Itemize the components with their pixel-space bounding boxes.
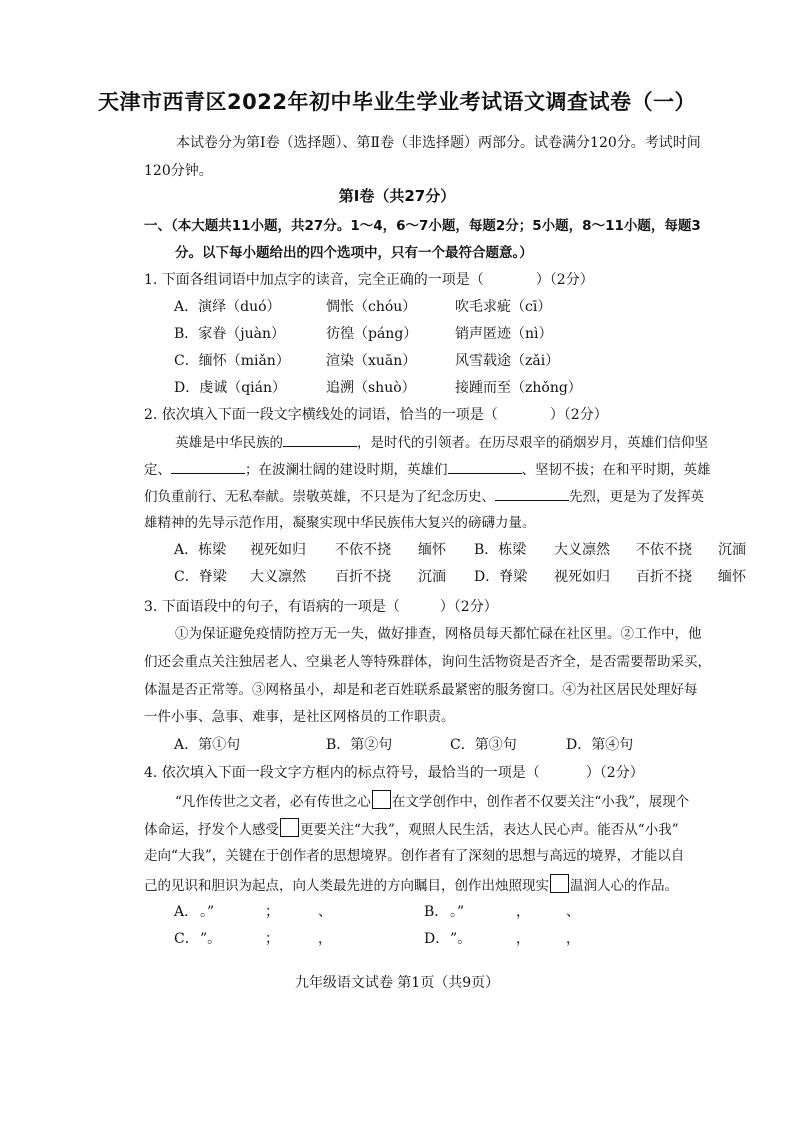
q2-option: 视死如归: [250, 542, 306, 558]
q3-passage-line-1: ①为保证避免疫情防控万无一失，做好排查，网格员每天都忙碌在社区里。②工作中，他: [175, 626, 702, 642]
q1-option: D．虔诚（qián）: [174, 380, 287, 396]
q2-option: 缅怀: [418, 542, 446, 558]
page-footer: 九年级语文试卷 第1页（共9页）: [294, 975, 500, 991]
q1-option: C．缅怀（miǎn）: [174, 353, 290, 369]
q1-option: B．家眷（juàn）: [174, 326, 286, 342]
q2-passage-line-4: 雄精神的先导示范作用，凝聚实现中华民族伟大复兴的磅礴力量。: [144, 515, 536, 531]
q2-option: C．脊梁: [174, 569, 227, 585]
q4-option: 。”: [450, 904, 465, 920]
fill-blank: [448, 459, 522, 474]
q4-passage-line-1: “凡作传世之文者，必有传世之心 在文学创作中，创作者不仅要关注“小我”，展现个: [175, 790, 689, 812]
q2-option: D．脊梁: [474, 569, 528, 585]
q4-option: B．: [424, 904, 449, 920]
q1-option: 追溯（shuò）: [326, 380, 416, 396]
punctuation-box: [372, 790, 391, 809]
q2-option: 缅怀: [718, 569, 746, 585]
q4-option: ，: [516, 931, 530, 947]
q4-passage-line-3: 走向“大我”，关键在于创作者的思想境界。创作者有了深刻的思想与高远的境界，才能以自: [144, 848, 685, 864]
exam-title: 天津市西青区2022年初中毕业生学业考试语文调查试卷（一）: [98, 90, 696, 114]
q1-stem: 1. 下面各组词语中加点字的读音，完全正确的一项是（ ）（2分）: [144, 272, 594, 288]
q1-option: 接踵而至（zhǒng）: [455, 380, 582, 396]
q1-option: 销声匿迹（nì）: [455, 326, 553, 342]
q2-option: 不依不挠: [335, 542, 391, 558]
q3-passage-line-2: 们还会重点关注独居老人、空巢老人等特殊群体，询问生活物资是否齐全，是否需要帮助采买，: [144, 654, 711, 670]
q2-option: 大义凛然: [250, 569, 306, 585]
q4-option: ；: [265, 931, 279, 947]
q2-option: 百折不挠: [335, 569, 391, 585]
q2-option: 百折不挠: [636, 569, 692, 585]
q1-option: 惆怅（chóu）: [326, 299, 417, 315]
q2-passage-line-2: 定、 ；在波澜壮阔的建设时期，英雄们 、坚韧不拔；在和平时期，英雄: [144, 459, 711, 480]
q4-passage-line-4: 己的见识和胆识为起点，向人类最先进的方向瞩目，创作出烛照现实 温润人心的作品。: [144, 874, 678, 896]
q2-option: 不依不挠: [636, 542, 692, 558]
fill-blank: [495, 486, 569, 501]
fill-blank: [171, 459, 245, 474]
q1-option: A．演绎（duó）: [174, 299, 281, 315]
q1-option: 渲染（xuān）: [326, 353, 417, 369]
q2-passage-line-1: 英雄是中华民族的 ，是时代的引领者。在历尽艰辛的硝烟岁月，英雄们信仰坚: [175, 432, 708, 453]
q2-option: 沉湎: [718, 542, 746, 558]
intro-line-1: 本试卷分为第Ⅰ卷（选择题）、第Ⅱ卷（非选择题）两部分。试卷满分120分。考试时间: [176, 135, 701, 151]
q2-option: 沉湎: [418, 569, 446, 585]
q4-option: D．: [424, 931, 450, 947]
punctuation-box: [550, 874, 569, 893]
q4-option: A．: [174, 904, 199, 920]
q3-option: A．第①句: [174, 737, 241, 753]
q3-passage-line-4: 一件小事、急事、难事，是社区网格员的工作职责。: [144, 709, 455, 725]
q4-option: 。”: [200, 904, 215, 920]
section-title: 第Ⅰ卷（共27分）: [338, 187, 456, 205]
q4-option: 、: [318, 904, 332, 920]
q2-stem: 2. 依次填入下面一段文字横线处的词语，恰当的一项是（ ）（2分）: [144, 407, 608, 423]
q1-option: 风雪载途（zǎi）: [455, 353, 560, 369]
q2-passage-line-3: 们负重前行、无私奉献。崇敬英雄，不只是为了纪念历史、 先烈，更是为了发挥英: [144, 486, 704, 507]
q3-stem: 3. 下面语段中的句子，有语病的一项是（ ）（2分）: [144, 599, 498, 615]
q2-option: 大义凛然: [554, 542, 610, 558]
q4-option: ，: [318, 931, 332, 947]
fill-blank: [283, 432, 357, 447]
q4-option: 、: [566, 904, 580, 920]
part1-instruction-2: 分。以下每小题给出的四个选项中，只有一个最符合题意。）: [175, 245, 533, 261]
q1-option: 吹毛求疵（cī）: [455, 299, 552, 315]
q4-stem: 4. 依次填入下面一段文字方框内的标点符号，最恰当的一项是（ ）（2分）: [144, 765, 644, 781]
intro-line-2: 120分钟。: [144, 163, 213, 179]
q3-passage-line-3: 体温是否正常等。③网格虽小，却是和老百姓联系最紧密的服务窗口。④为社区居民处理好每: [144, 682, 698, 698]
q1-option: 彷徨（páng）: [326, 326, 418, 342]
q3-option: D．第④句: [566, 737, 634, 753]
part1-instruction-1: 一、（本大题共11小题，共27分。1～4，6～7小题，每题2分；5小题，8～11小题，每题3: [144, 218, 701, 234]
punctuation-box: [280, 818, 299, 837]
q3-option: B．第②句: [326, 737, 393, 753]
q4-option: ；: [265, 904, 279, 920]
q2-option: 视死如归: [554, 569, 610, 585]
q3-option: C．第③句: [450, 737, 517, 753]
q4-option: ，: [516, 904, 530, 920]
q4-option: ”。: [200, 931, 222, 947]
q2-option: A．栋梁: [174, 542, 227, 558]
q4-passage-line-2: 体命运，抒发个人感受 更要关注“大我”，观照人民生活，表达人民心声。能否从“小我”: [144, 818, 679, 840]
q4-option: ，: [566, 931, 580, 947]
q4-option: ”。: [450, 931, 472, 947]
q2-option: B．栋梁: [474, 542, 527, 558]
q4-option: C．: [174, 931, 199, 947]
